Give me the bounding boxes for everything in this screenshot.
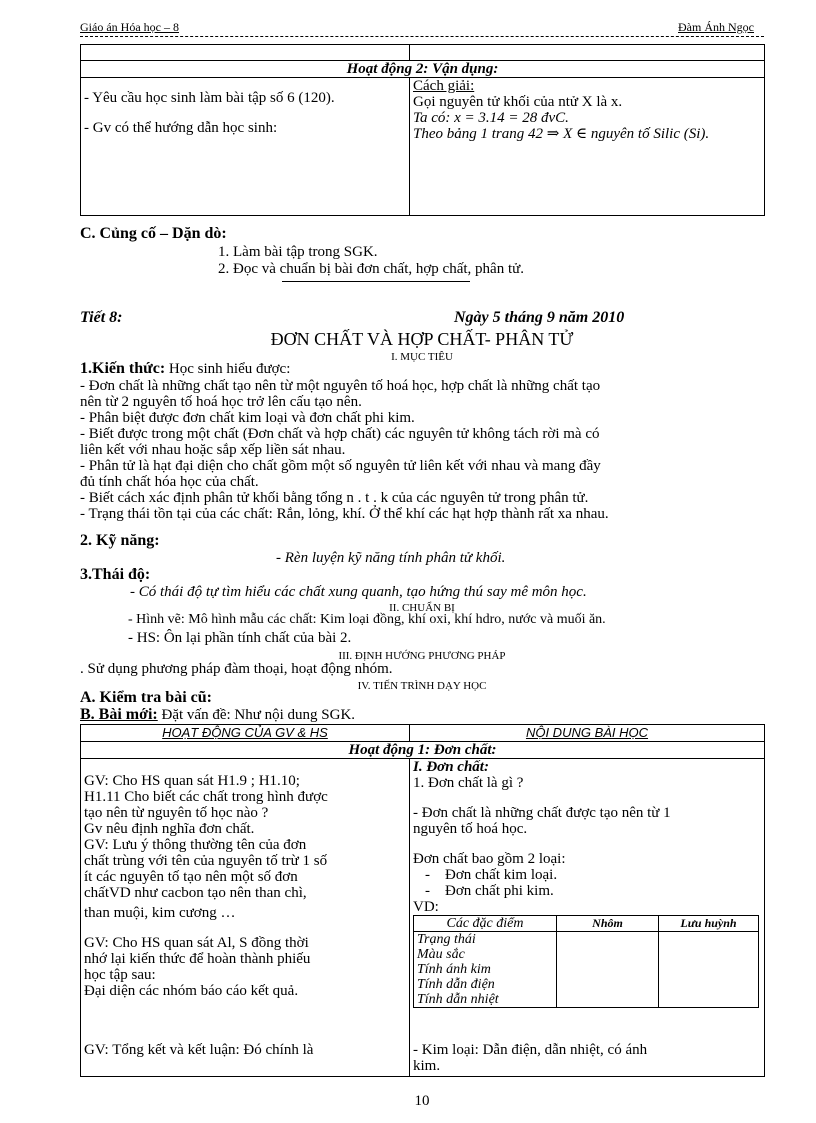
knowledge-line: đủ tính chất hóa học của chất. [80, 474, 259, 490]
activity-2-right [410, 78, 765, 216]
teacher-line: Gv nêu định nghĩa đơn chất. [84, 821, 255, 837]
prep-line: - HS: Ôn lại phần tính chất của bài 2. [128, 630, 352, 646]
knowledge-line: liên kết với nhau hoặc sắp xếp liền sát nhau. [80, 442, 346, 458]
activity-1-left [81, 759, 410, 1077]
consolidate-item: 2. Đọc và chuẩn bị bài đơn chất, hợp chất, phân tử. [218, 261, 524, 277]
aluminium-cell [557, 932, 659, 1008]
attitude-line: - Có thái độ tự tìm hiểu các chất xung quanh, tạo hứng thú say mê môn học. [130, 584, 587, 600]
top-activity-table [80, 44, 765, 216]
property-row: Tính dẫn nhiệt [417, 992, 499, 1007]
new-lesson-text: Đặt vấn đề: Như nội dung SGK. [161, 707, 356, 723]
teacher-line: H1.11 Cho biết các chất trong hình được [84, 789, 328, 805]
divider [282, 281, 470, 282]
activity-1-title: Hoạt động 1: Đơn chất: [81, 742, 765, 759]
activity-1-right: I. Đơn chất: 1. Đơn chất là gì ? - Đơn chất là những chất được tạo nên từ 1 nguyên tố hoá học. Đơn chất bao gồm 2 loại: - Đơn chất kim loại. - Đơn chất phi kim. VD: Các đặc điểm Nhôm Lưu huỳnh Trạng thái Màu sắc Tính ánh kim Tính dẫn điện Tính dẫn nhiệt - Kim loại: Dẫn điện, dẫn nhiệt, có ánh kim. [410, 759, 765, 1077]
teacher-line: GV: Tổng kết và kết luận: Đó chính là [84, 1042, 314, 1058]
teacher-line: ít các nguyên tố tạo nên một số đơn [84, 869, 298, 885]
teacher-line: than muội, kim cương … [84, 905, 236, 921]
new-lesson-label: B. Bài mới: [80, 706, 158, 723]
knowledge-line: - Trạng thái tồn tại của các chất: Rắn, lỏng, khí. Ở thể khí các hạt hợp thành rất xa nhau. [80, 506, 609, 522]
consolidate-title: C. Củng cố – Dặn dò: [80, 225, 227, 242]
property-row: Tính dẫn điện [417, 977, 495, 992]
content-line: kim. [413, 1058, 441, 1074]
skills-label: 2. Kỹ năng: [80, 532, 160, 549]
section-method: III. ĐỊNH HƯỚNG PHƯƠNG PHÁP [338, 650, 506, 662]
sulfur-cell [659, 932, 759, 1008]
attitude-label: 3.Thái độ: [80, 566, 151, 583]
property-row: Trạng thái [417, 932, 476, 947]
knowledge-label: 1.Kiến thức: [80, 360, 166, 377]
knowledge-line: - Đơn chất là những chất tạo nên từ một nguyên tố hoá học, hợp chất là những chất tạo [80, 378, 601, 394]
teacher-line: học tập sau: [84, 967, 156, 983]
knowledge-line: nên từ 2 nguyên tố hoá học trở lên cấu tạo nên. [80, 394, 362, 410]
guide-line: - Gv có thể hướng dẫn học sinh: [84, 120, 278, 136]
period-label: Tiết 8: [80, 309, 123, 326]
lesson-date: Ngày 5 tháng 9 năm 2010 [454, 309, 625, 326]
inner-rows [414, 932, 557, 1008]
main-lesson-table [80, 724, 765, 1077]
task-line: - Yêu cầu học sinh làm bài tập số 6 (120). [84, 90, 335, 106]
col-header-content: NỘI DUNG BÀI HỌC [410, 725, 765, 742]
teacher-line: chất trùng với tên của nguyên tố trừ 1 số [84, 853, 328, 869]
knowledge-list [80, 378, 764, 522]
section-objectives: I. MỤC TIÊU [391, 351, 453, 363]
knowledge-line: - Phân tử là hạt đại diện cho chất gồm một số nguyên tử liên kết với nhau và mang đầy [80, 458, 601, 474]
activity-2-left [81, 78, 410, 216]
check-label: A. Kiểm tra bài cũ: [80, 689, 212, 706]
properties-table [413, 915, 759, 1008]
section-prep: II. CHUẨN BỊ [389, 602, 455, 614]
knowledge-intro: Học sinh hiểu được: [168, 361, 291, 377]
consolidate-item: 1. Làm bài tập trong SGK. [218, 244, 378, 260]
content-line: Đơn chất bao gồm 2 loại: [413, 851, 566, 867]
content-heading: I. Đơn chất: [413, 759, 489, 775]
new-lesson [80, 707, 355, 723]
solution-line: Theo bảng 1 trang 42 ⇒ X ∈ nguyên tố Silic (Si). [413, 126, 710, 142]
solution-line: Ta có: x = 3.14 = 28 đvC. [413, 110, 569, 126]
inner-header: Các đặc điểm [414, 916, 557, 932]
lesson-title: ĐƠN CHẤT VÀ HỢP CHẤT- PHÂN TỬ [270, 329, 574, 349]
inner-header: Nhôm [557, 916, 659, 932]
content-bullet: Đơn chất phi kim. [445, 883, 554, 899]
teacher-line: chấtVD như cacbon tạo nên than chì, [84, 885, 307, 901]
solution-line: Gọi nguyên tử khối của ntử X là x. [413, 94, 623, 110]
teacher-line: tạo nên từ nguyên tố học nào ? [84, 805, 269, 821]
property-row: Màu sắc [417, 947, 465, 962]
content-line: - Đơn chất là những chất được tạo nên từ 1 [413, 805, 671, 821]
example-label: VD: [413, 899, 439, 915]
content-line: nguyên tố hoá học. [413, 821, 528, 837]
knowledge-line: - Biết cách xác định phân tử khối bằng tổng n . t . k của các nguyên tử trong phân tử. [80, 490, 589, 506]
knowledge-line: - Biết được trong một chất (Đơn chất và hợp chất) các nguyên tử không tách rời mà có [80, 426, 600, 442]
property-row: Tính ánh kim [417, 962, 491, 977]
header-left: Giáo án Hóa học – 8 [80, 20, 179, 34]
teacher-line: GV: Cho HS quan sát H1.9 ; H1.10; [84, 773, 300, 789]
header-rule [80, 36, 764, 37]
header-right: Đàm Ánh Ngọc [678, 20, 754, 34]
page-number: 10 [414, 1093, 430, 1109]
teacher-line: nhớ lại kiến thức để hoàn thành phiếu [84, 951, 311, 967]
col-header-activities: HOẠT ĐỘNG CỦA GV & HS [81, 725, 410, 742]
teacher-line: Đại diện các nhóm báo cáo kết quả. [84, 983, 299, 999]
teacher-line: GV: Cho HS quan sát Al, S đồng thời [84, 935, 309, 951]
inner-header: Lưu huỳnh [659, 916, 759, 932]
content-line: - Kim loại: Dẫn điện, dẫn nhiệt, có ánh [413, 1042, 648, 1058]
prep-line: - Hình vẽ: Mô hình mẫu các chất: Kim loại đồng, khí oxi, khí hdro, nước và muối ăn. [128, 612, 606, 627]
content-line: 1. Đơn chất là gì ? [413, 775, 524, 791]
solution-label: Cách giải: [413, 78, 475, 94]
content-bullet: Đơn chất kim loại. [445, 867, 558, 883]
skills-line: - Rèn luyện kỹ năng tính phân tử khối. [276, 550, 506, 566]
knowledge-heading [80, 361, 290, 377]
knowledge-line: - Phân biệt được đơn chất kim loại và đơn chất phi kim. [80, 410, 415, 426]
teacher-line: GV: Lưu ý thông thường tên của đơn [84, 837, 307, 853]
method-line: . Sử dụng phương pháp đàm thoại, hoạt động nhóm. [80, 661, 393, 677]
activity-2-title: Hoạt động 2: Vận dụng: [81, 61, 765, 78]
section-process: IV. TIẾN TRÌNH DẠY HỌC [357, 680, 487, 692]
